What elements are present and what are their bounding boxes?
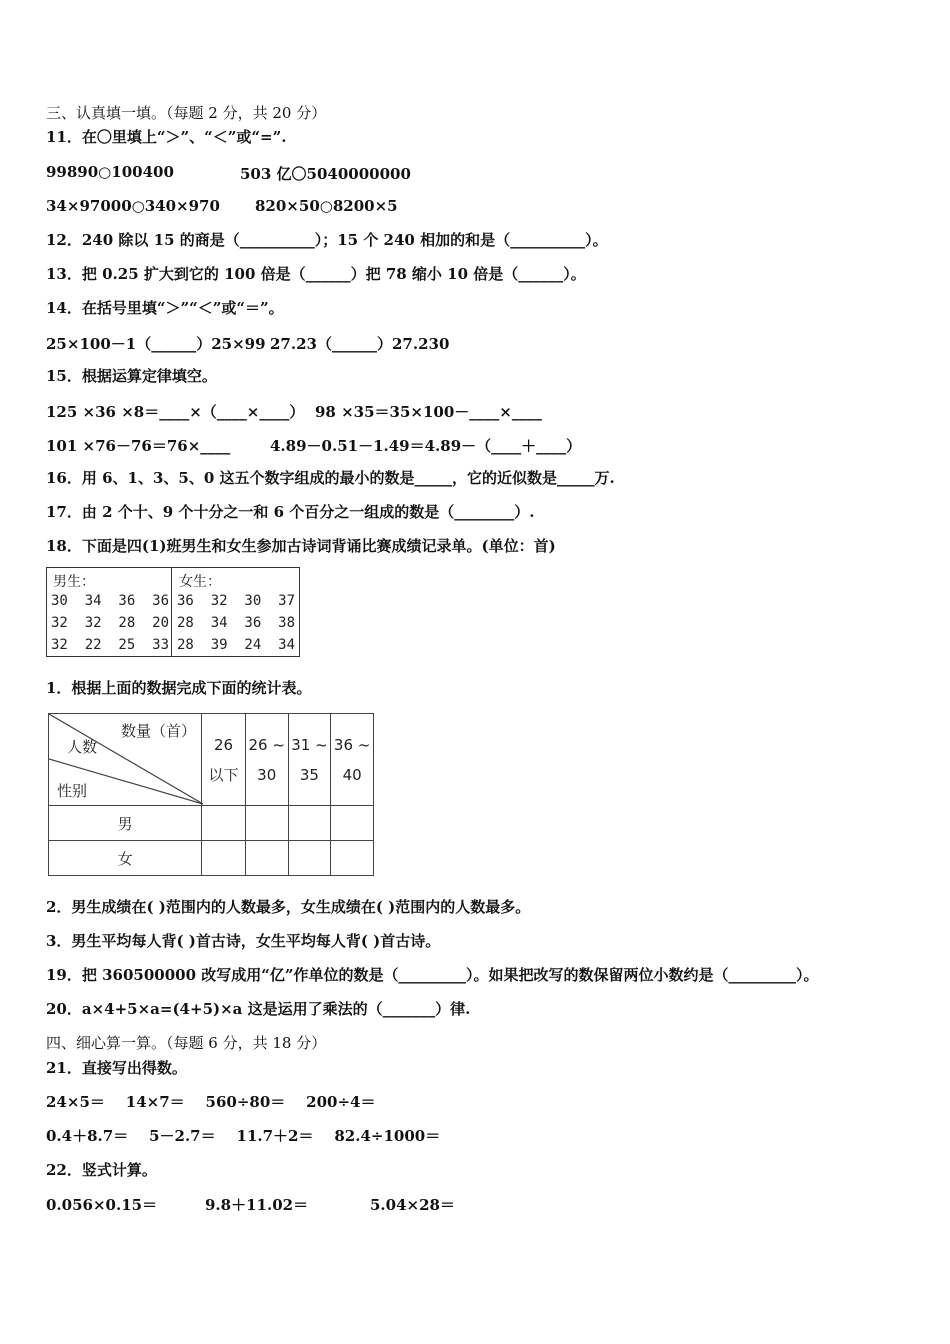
boys-label: 男生： <box>53 574 95 590</box>
question-20: 20．a×4+5×a=(4+5)×a 这是运用了乘法的（_______）律. <box>46 1000 471 1018</box>
col3-bottom: 35 <box>299 765 319 784</box>
col1-top: 26 <box>213 735 234 754</box>
q11-item-d: 820×50○8200×5 <box>255 197 398 215</box>
girls-row-3: 28 39 24 34 <box>177 637 296 653</box>
q11-item-a: 99890○100400 <box>46 163 174 181</box>
girls-row-2: 28 34 36 38 <box>177 615 296 631</box>
q22-item-a: 0.056×0.15＝ <box>46 1196 158 1214</box>
question-15: 15．根据运算定律填空。 <box>46 367 217 385</box>
girls-row-1: 36 32 30 37 <box>177 593 296 609</box>
question-18: 18．下面是四(1)班男生和女生参加古诗词背诵比赛成绩记录单。(单位：首) <box>46 537 556 555</box>
question-19: 19．把 360500000 改写成用“亿”作单位的数是（_________）。如果把改写的数保留两位小数约是（_________）。 <box>46 966 819 984</box>
diagonal-header-cell <box>49 714 202 806</box>
question-21: 21．直接写出得数。 <box>46 1059 187 1077</box>
cell-boy-1[interactable] <box>202 806 246 841</box>
q21-row-1: 24×5＝ 14×7＝ 560÷80＝ 200÷4＝ <box>46 1093 376 1111</box>
cell-boy-3[interactable] <box>288 806 331 841</box>
section-4-title: 四、细心算一算。（每题 6 分，共 18 分） <box>46 1034 327 1052</box>
statistics-table <box>48 713 374 876</box>
row-label-boy: 男 <box>49 806 202 841</box>
diag-gender-label: 性别 <box>57 782 88 800</box>
col2-bottom: 30 <box>257 765 277 784</box>
col-header-4 <box>331 714 374 806</box>
cell-girl-2[interactable] <box>245 841 288 876</box>
question-18-2: 2．男生成绩在( )范围内的人数最多，女生成绩在( )范围内的人数最多。 <box>46 898 531 916</box>
q11-item-b: 503 亿〇5040000000 <box>240 165 411 183</box>
question-11: 11．在〇里填上“＞”、“＜”或“=”. <box>46 128 287 146</box>
question-18-3: 3．男生平均每人背( )首古诗，女生平均每人背( )首古诗。 <box>46 932 441 950</box>
question-16: 16．用 6、1、3、5、0 这五个数字组成的最小的数是_____，它的近似数是_____万. <box>46 469 615 487</box>
cell-girl-3[interactable] <box>288 841 331 876</box>
question-12: 12．240 除以 15 的商是（__________）；15 个 240 相加的和是（__________）。 <box>46 231 608 249</box>
cell-girl-4[interactable] <box>331 841 374 876</box>
col1-bottom: 以下 <box>208 765 239 784</box>
question-22: 22．竖式计算。 <box>46 1161 157 1179</box>
q14-item-b: 27.23（______）27.230 <box>270 335 450 353</box>
col4-top: 36 ~ <box>333 735 371 754</box>
col3-top: 31 ~ <box>291 735 328 754</box>
q22-item-c: 5.04×28＝ <box>370 1196 455 1214</box>
question-17: 17．由 2 个十、9 个十分之一和 6 个百分之一组成的数是（________）. <box>46 503 535 521</box>
question-13: 13．把 0.25 扩大到它的 100 倍是（______）把 78 缩小 10 倍是（______）。 <box>46 265 586 283</box>
diag-qty-label: 数量（首） <box>121 722 197 740</box>
cell-boy-4[interactable] <box>331 806 374 841</box>
col-header-1 <box>202 714 246 806</box>
q15-item-d: 4.89－0.51－1.49＝4.89－（____＋____） <box>270 437 582 455</box>
cell-girl-1[interactable] <box>202 841 246 876</box>
q11-item-c: 34×97000○340×970 <box>46 197 220 215</box>
row-label-girl: 女 <box>49 841 202 876</box>
score-record-sheet <box>46 567 300 657</box>
cell-boy-2[interactable] <box>245 806 288 841</box>
col-header-3 <box>288 714 331 806</box>
question-18-1: 1．根据上面的数据完成下面的统计表。 <box>46 679 312 697</box>
q15-item-b: 98 ×35＝35×100－____×____ <box>315 403 542 421</box>
girls-label: 女生： <box>179 574 221 590</box>
section-3-title: 三、认真填一填。（每题 2 分，共 20 分） <box>46 104 327 122</box>
question-14: 14．在括号里填“＞”“＜”或“＝”。 <box>46 299 284 317</box>
col4-bottom: 40 <box>342 765 362 784</box>
q15-item-c: 101 ×76－76＝76×____ <box>46 437 231 455</box>
col-header-2 <box>245 714 288 806</box>
boys-row-3: 32 22 25 33 <box>51 637 170 653</box>
boys-row-2: 32 32 28 20 <box>51 615 170 631</box>
q15-item-a: 125 ×36 ×8＝____×（____×____） <box>46 403 305 421</box>
diag-people-label: 人数 <box>67 738 98 756</box>
col2-top: 26 ~ <box>248 735 285 754</box>
q22-item-b: 9.8＋11.02＝ <box>205 1196 309 1214</box>
q21-row-2: 0.4＋8.7＝ 5－2.7＝ 11.7＋2＝ 82.4÷1000＝ <box>46 1127 441 1145</box>
boys-row-1: 30 34 36 36 <box>51 593 170 609</box>
q14-item-a: 25×100－1（______）25×99 <box>46 335 266 353</box>
